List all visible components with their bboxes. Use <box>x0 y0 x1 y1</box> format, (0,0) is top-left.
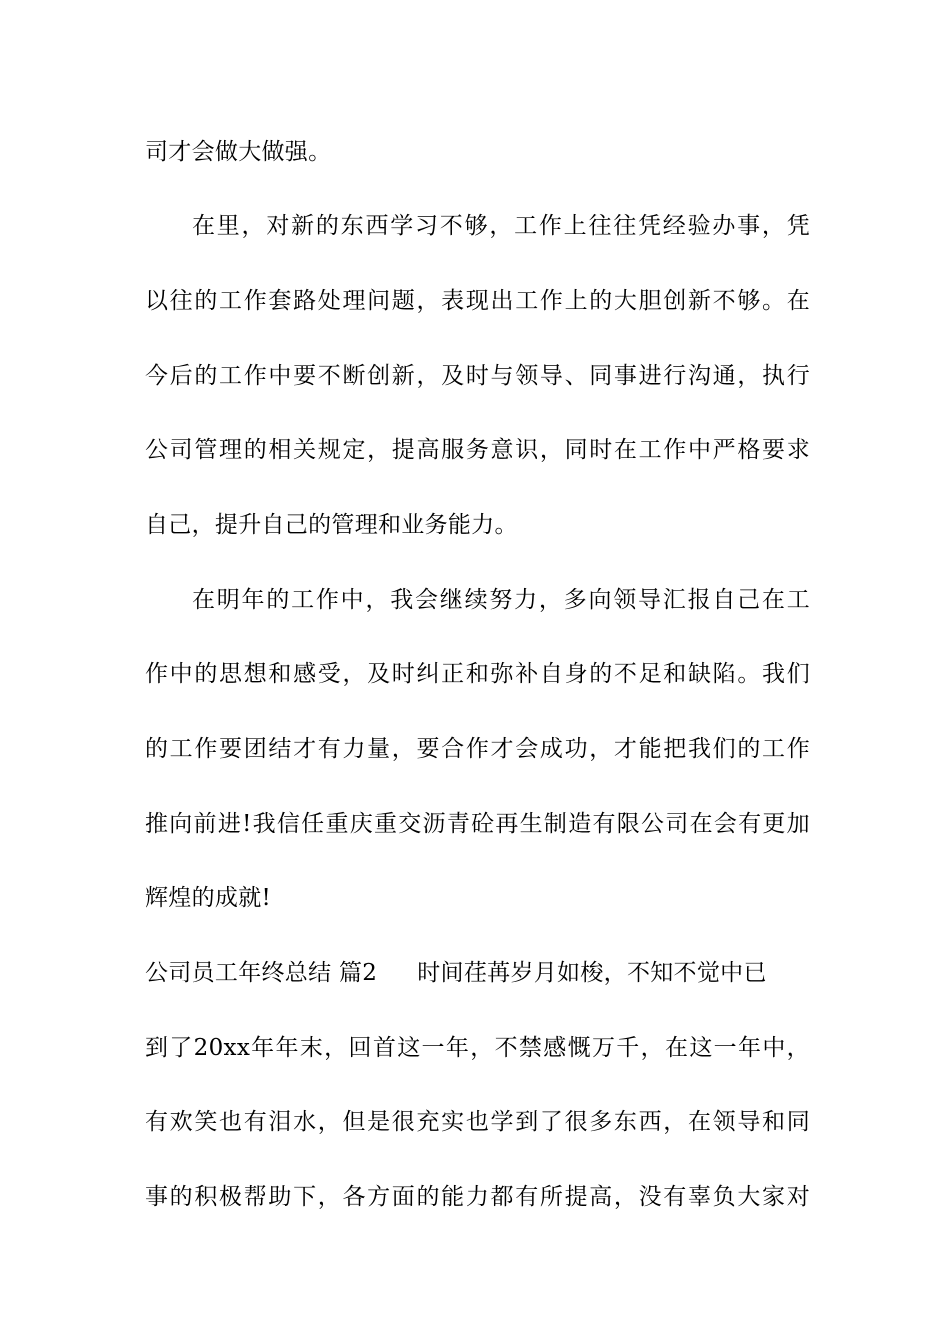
text-line-13: 到了20xx年年末，回首这一年，不禁感慨万千，在这一年中， <box>145 1035 810 1061</box>
text-line-2: 在里，对新的东西学习不够，工作上往往凭经验办事，凭 <box>192 213 810 239</box>
text-line-5: 公司管理的相关规定，提高服务意识，同时在工作中严格要求 <box>145 437 810 463</box>
text-line-8: 作中的思想和感受，及时纠正和弥补自身的不足和缺陷。我们 <box>145 661 810 687</box>
text-line-9: 的工作要团结才有力量，要合作才会成功，才能把我们的工作 <box>145 736 810 762</box>
text-line-11: 辉煌的成就! <box>145 885 272 911</box>
text-line-10: 推向前进!我信任重庆重交沥青砼再生制造有限公司在会有更加 <box>145 811 810 837</box>
section-heading-line <box>145 953 810 993</box>
text-line-3: 以往的工作套路处理问题，表现出工作上的大胆创新不够。在 <box>145 288 810 314</box>
section-first-line-text: 时间荏苒岁月如梭，不知不觉中已 <box>417 960 767 986</box>
text-line-15: 事的积极帮助下，各方面的能力都有所提高，没有辜负大家对 <box>145 1184 810 1210</box>
text-line-1: 司才会做大做强。 <box>145 139 332 165</box>
text-line-14: 有欢笑也有泪水，但是很充实也学到了很多东西，在领导和同 <box>145 1109 810 1135</box>
text-line-4: 今后的工作中要不断创新，及时与领导、同事进行沟通，执行 <box>145 363 810 389</box>
text-line-6: 自己，提升自己的管理和业务能力。 <box>145 512 518 538</box>
text-line-7: 在明年的工作中，我会继续努力，多向领导汇报自己在工 <box>192 587 810 613</box>
section-heading: 公司员工年终总结 篇2 <box>145 960 378 986</box>
